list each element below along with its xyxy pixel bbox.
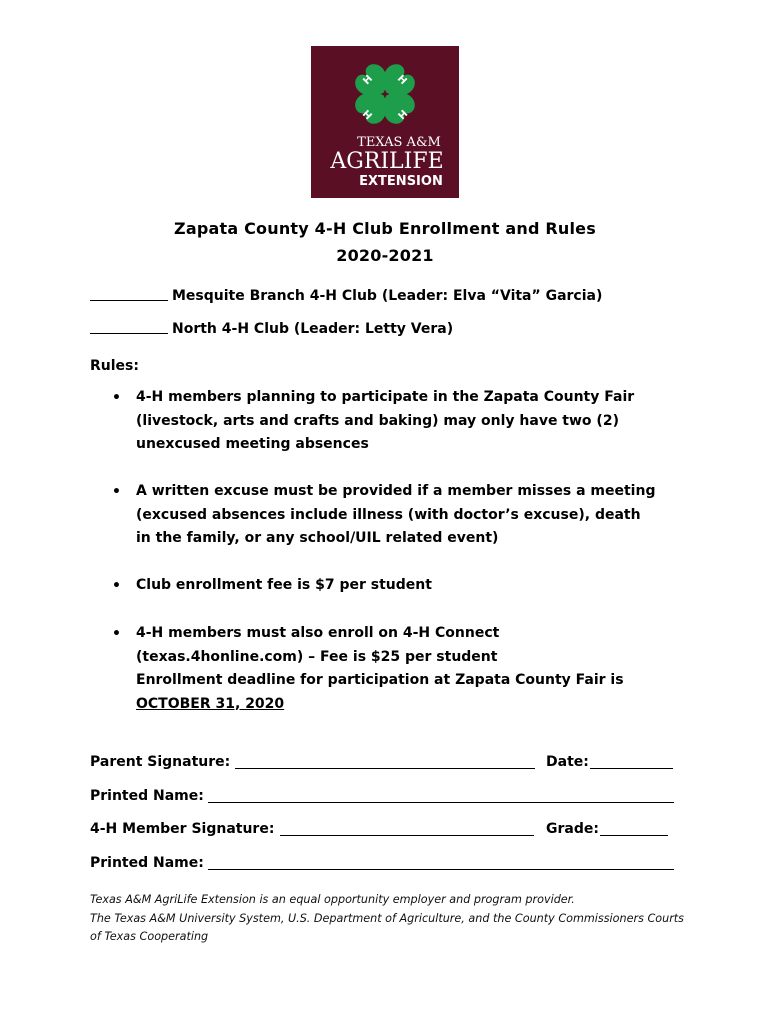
- rule-line: 4-H members planning to participate in the Zapata County Fair: [136, 389, 635, 405]
- clover-h-3: H: [361, 106, 376, 121]
- printed-name-label: Printed Name:: [90, 788, 204, 804]
- bullet-icon: •: [112, 390, 121, 406]
- member-signature-label: 4-H Member Signature:: [90, 821, 275, 837]
- rules-heading: Rules:: [90, 358, 139, 374]
- date-field[interactable]: [590, 768, 673, 769]
- rule-item: [136, 480, 655, 551]
- member-signature-field[interactable]: [280, 835, 534, 836]
- rule-item: [136, 574, 432, 598]
- parent-signature-label: Parent Signature:: [90, 754, 231, 770]
- page-title: Zapata County 4-H Club Enrollment and Rules: [174, 219, 596, 238]
- footer-line: Texas A&M AgriLife Extension is an equal opportunity employer and program provider.: [90, 893, 575, 906]
- footer-line: The Texas A&M University System, U.S. Department of Agriculture, and the County Commissioners Courts: [90, 911, 685, 925]
- logo-extension: EXTENSION: [359, 174, 443, 189]
- parent-signature-field[interactable]: [235, 768, 535, 769]
- rule-line: A written excuse must be provided if a member misses a meeting: [136, 483, 656, 499]
- bullet-icon: •: [112, 484, 121, 500]
- deadline-date: OCTOBER 31, 2020: [136, 695, 285, 712]
- rule-line: 4-H members must also enroll on 4-H Connect: [136, 625, 500, 641]
- footer-disclaimer: [90, 891, 684, 947]
- logo-agrilife: AGRILIFE: [330, 149, 444, 174]
- rule-line: (texas.4honline.com) – Fee is $25 per student: [136, 648, 498, 665]
- club-checkbox-line[interactable]: [90, 333, 168, 334]
- bullet-icon: •: [112, 578, 121, 594]
- grade-field[interactable]: [600, 835, 668, 836]
- rule-line: unexcused meeting absences: [136, 436, 369, 452]
- grade-label: Grade:: [546, 821, 599, 837]
- club-option-label: Mesquite Branch 4-H Club (Leader: Elva “Vita” Garcia): [172, 288, 603, 304]
- rule-line: in the family, or any school/UIL related event): [136, 530, 499, 546]
- logo-texas-am: TEXAS A&M: [357, 135, 441, 150]
- club-option-mesquite[interactable]: [90, 288, 602, 304]
- agrilife-logo: [311, 46, 459, 198]
- club-checkbox-line[interactable]: [90, 300, 168, 301]
- date-label: Date:: [546, 754, 589, 770]
- club-option-label: North 4-H Club (Leader: Letty Vera): [172, 321, 454, 337]
- rule-item: [136, 386, 634, 457]
- club-option-north[interactable]: [90, 321, 453, 337]
- clover-h-4: H: [394, 106, 409, 121]
- clover-h-2: H: [394, 73, 409, 88]
- four-h-clover-icon: [311, 46, 459, 198]
- rule-item: [136, 622, 624, 716]
- footer-line: of Texas Cooperating: [90, 930, 209, 943]
- clover-h-1: H: [361, 73, 376, 88]
- printed-name-field[interactable]: [208, 802, 674, 803]
- printed-name-label: Printed Name:: [90, 855, 204, 871]
- page-year: 2020-2021: [336, 246, 434, 265]
- rule-line: Club enrollment fee is $7 per student: [136, 577, 432, 593]
- bullet-icon: •: [112, 626, 121, 642]
- rule-line: (excused absences include illness (with doctor’s excuse), death: [136, 506, 641, 523]
- printed-name-field[interactable]: [208, 869, 674, 870]
- rule-line: (livestock, arts and crafts and baking) may only have two (2): [136, 412, 619, 429]
- rule-line: Enrollment deadline for participation at Zapata County Fair is: [136, 672, 624, 688]
